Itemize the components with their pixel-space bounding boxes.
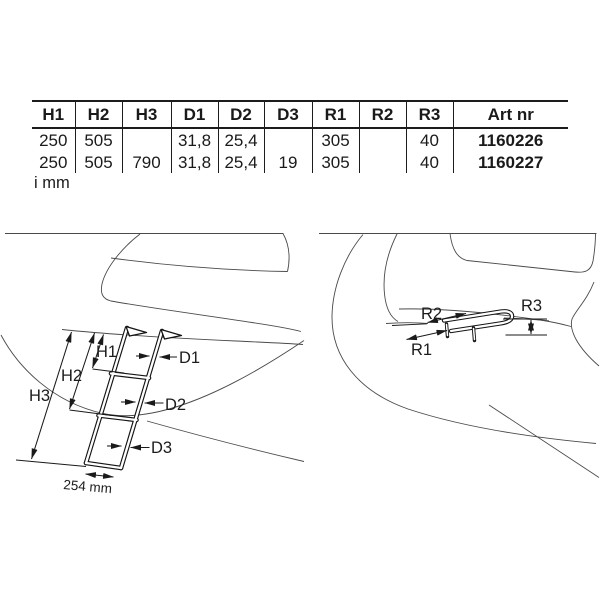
label-h2: H2 — [61, 367, 83, 385]
dim-ext-h2 — [70, 410, 113, 416]
col-header-d2: D2 — [218, 101, 264, 128]
label-r2: R2 — [421, 305, 443, 323]
left-panel-hull-lines — [1, 234, 304, 462]
cell: 305 — [312, 151, 359, 173]
hull-sweep-curve — [332, 235, 596, 444]
col-header-r1: R1 — [312, 101, 359, 128]
cell: 305 — [312, 128, 359, 151]
transom-edge-curve — [384, 234, 398, 322]
engine-well-outline — [450, 234, 596, 273]
hull-right-curve — [571, 282, 599, 366]
hull-bottom-diagonal — [489, 405, 599, 478]
deck-band-line — [111, 258, 288, 272]
col-header-h2: H2 — [75, 101, 122, 128]
ladder-hook-right — [161, 330, 182, 340]
cell: 505 — [75, 151, 122, 173]
dim-ext-h1 — [93, 369, 125, 373]
col-header-d1: D1 — [171, 101, 218, 128]
cell: 250 — [32, 151, 75, 173]
cell: 31,8 — [171, 128, 218, 151]
col-header-artnr: Art nr — [453, 101, 568, 128]
label-h3: H3 — [29, 387, 51, 405]
col-header-r2: R2 — [359, 101, 406, 128]
label-r1: R1 — [411, 341, 433, 359]
transom-edge-curve — [101, 234, 301, 332]
label-step-width: 254 mm — [62, 477, 113, 497]
unit-note: i mm — [34, 174, 70, 192]
dim-line-r1 — [407, 331, 448, 340]
ladder-hook-left — [126, 327, 147, 337]
deck-top-line — [5, 234, 289, 272]
dim-line-step-width — [86, 474, 114, 477]
col-header-h3: H3 — [122, 101, 171, 128]
col-header-d3: D3 — [264, 101, 312, 128]
cell: 40 — [406, 151, 453, 173]
cell-artnr: 1160226 — [478, 130, 544, 150]
dim-ext-h3 — [16, 460, 86, 467]
label-d2: D2 — [165, 396, 187, 414]
cell: 31,8 — [171, 151, 218, 173]
label-h1: H1 — [96, 343, 118, 361]
cell: 25,4 — [218, 128, 264, 151]
cell-artnr: 1160227 — [478, 152, 544, 172]
cell: 250 — [32, 128, 75, 151]
label-d1: D1 — [179, 349, 201, 367]
col-header-h1: H1 — [32, 101, 75, 128]
folded-ladder — [444, 311, 512, 340]
label-r3: R3 — [521, 297, 543, 315]
cell: 40 — [406, 128, 453, 151]
cell: 19 — [264, 151, 312, 173]
right-panel-hull-lines — [319, 234, 599, 478]
label-d3: D3 — [151, 439, 173, 457]
col-header-r3: R3 — [406, 101, 453, 128]
cell: 505 — [75, 128, 122, 151]
cell: 25,4 — [218, 151, 264, 173]
cell: 790 — [122, 151, 171, 173]
dim-ext-r2 — [392, 324, 427, 326]
